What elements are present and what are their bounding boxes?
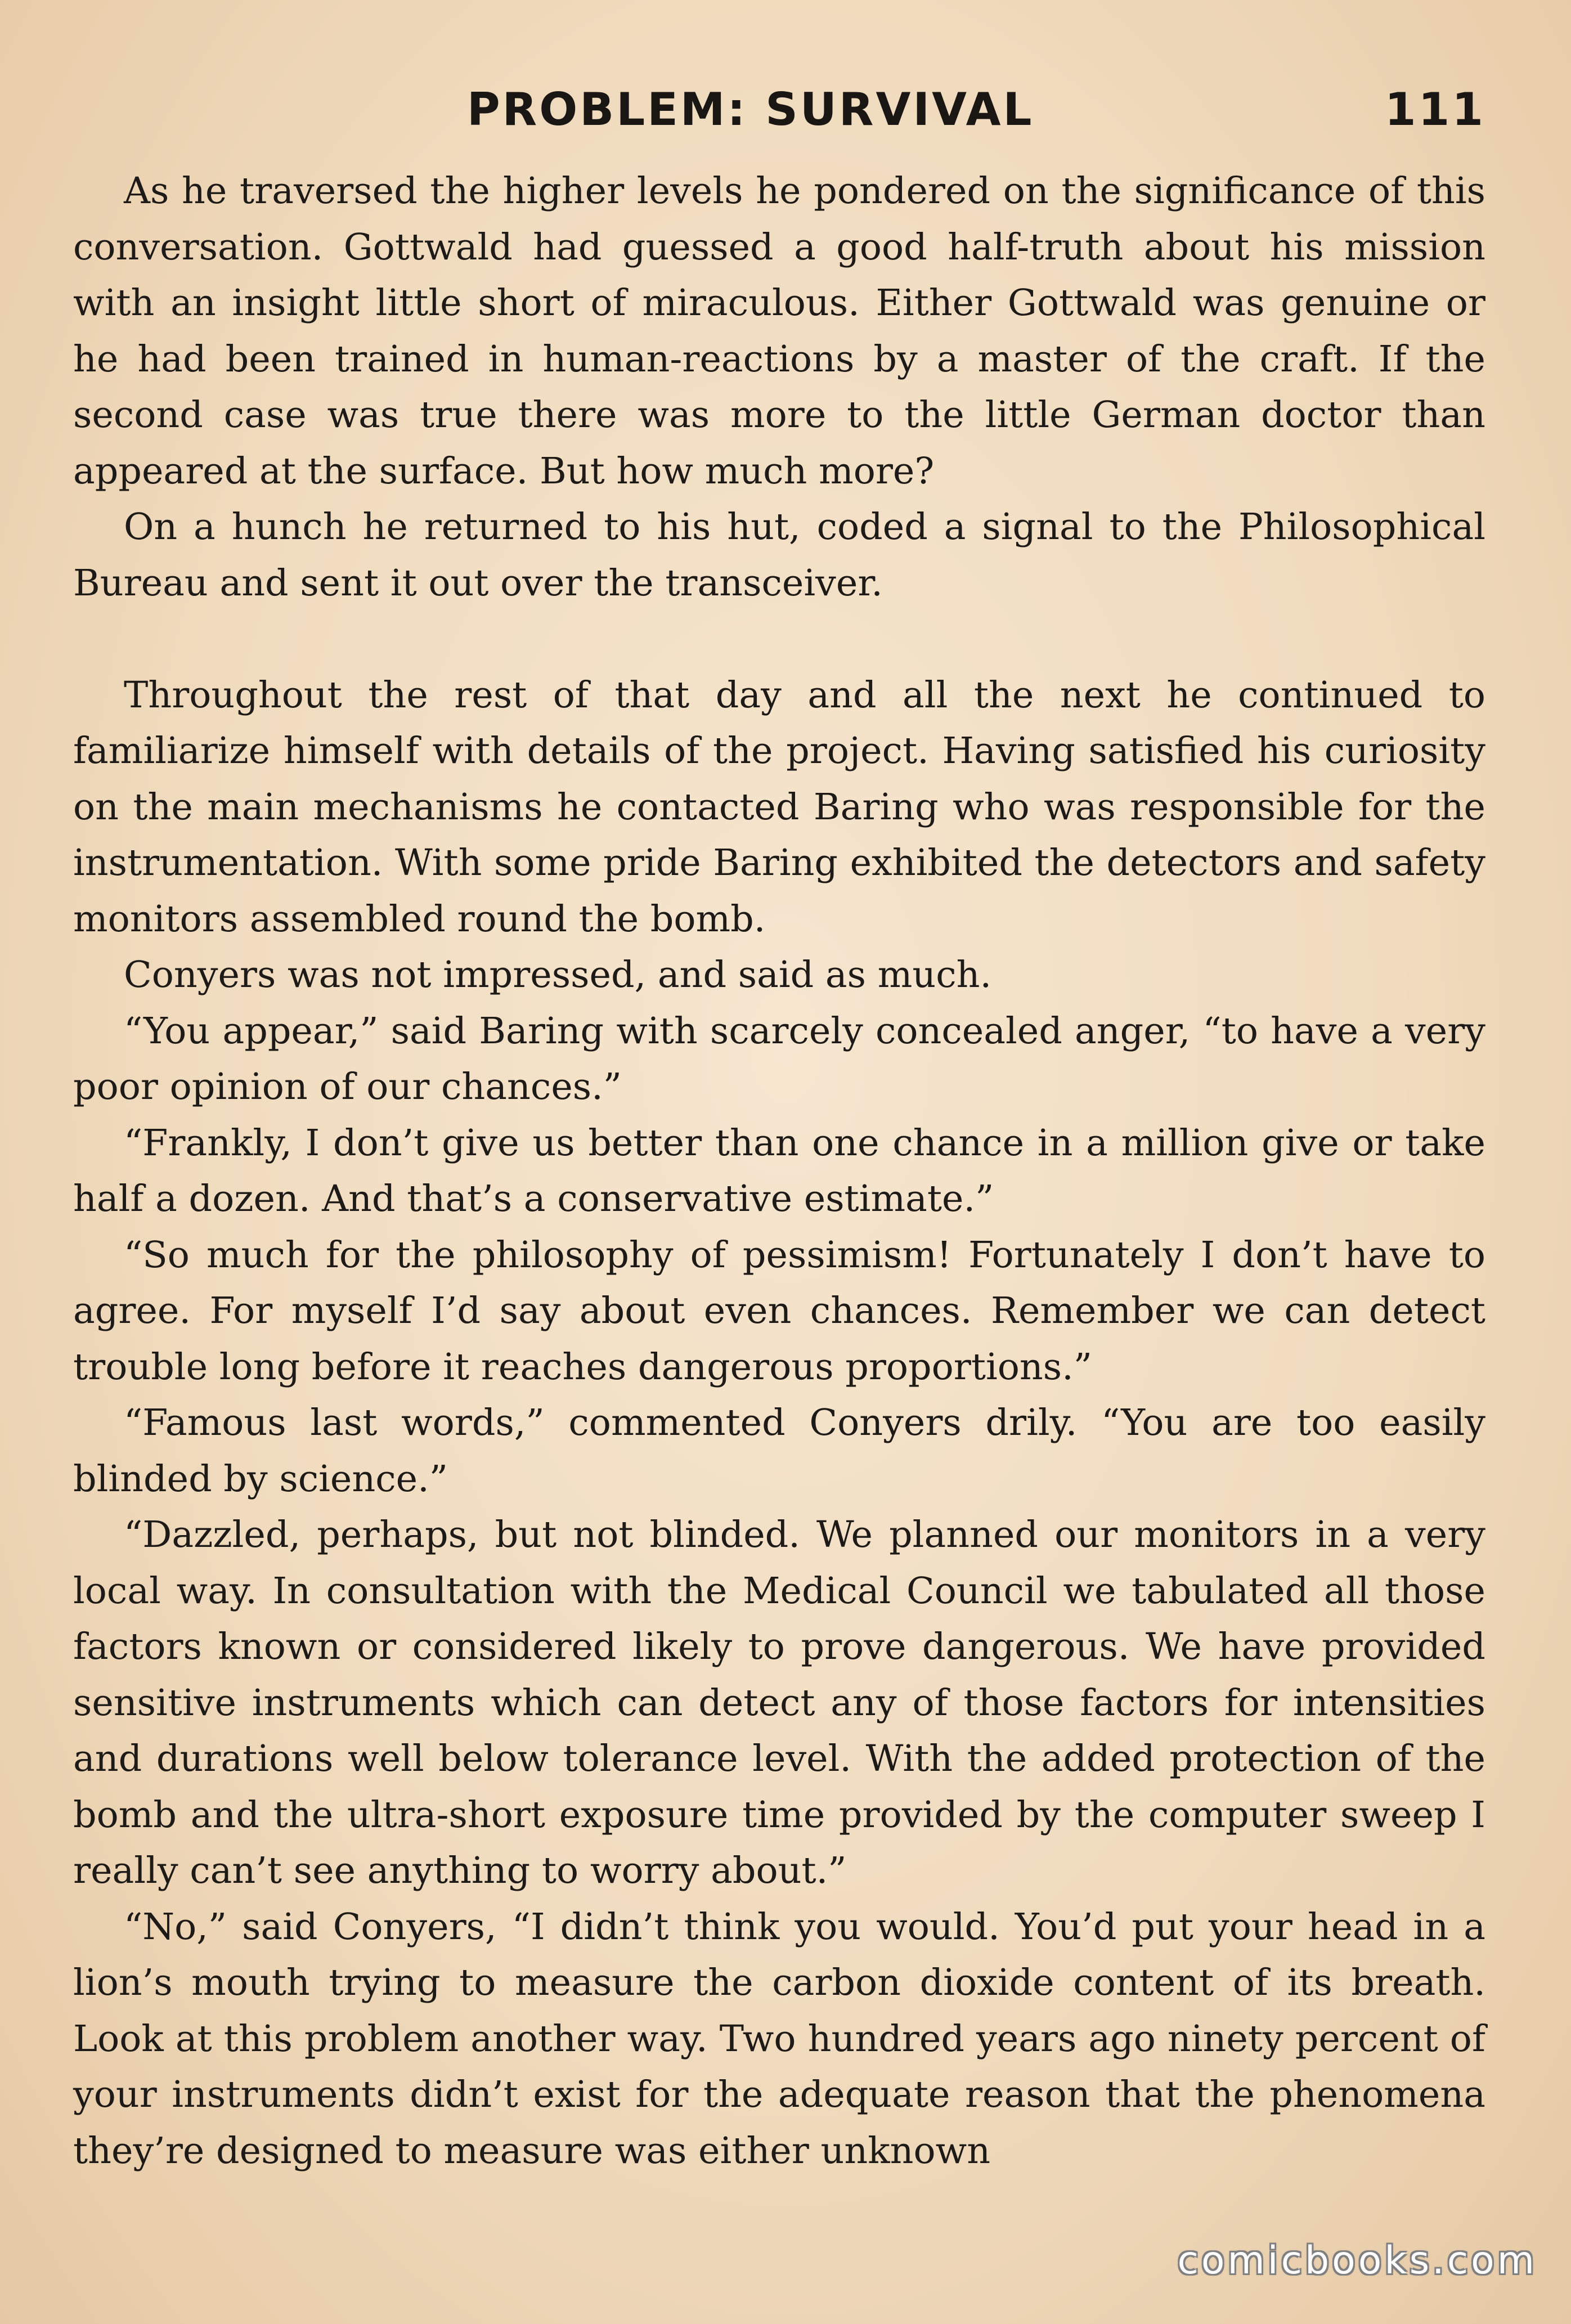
running-head: PROBLEM: SURVIVAL (467, 83, 1034, 136)
paragraph: “You appear,” said Baring with scarcely concealed anger, “to have a very poor opinion of our chances.” (73, 1010, 1485, 1108)
paragraph: “Dazzled, perhaps, but not blinded. We planned our monitors in a very local way. In consultation with the Medical Council we tabulated all those factors known or considered likely to prove dangerous. We have provided sensitive instruments which can detect any of those factors for intensities and durations well below tolerance level. With the added protection of the bomb and the ultra-short exposure time provided by the computer sweep I really can’t see anything to worry about.” (73, 1514, 1485, 1892)
paragraph: On a hunch he returned to his hut, coded a signal to the Philosophical Bureau and sent it out over the transceiver. (73, 506, 1485, 604)
paragraph: Conyers was not impressed, and said as much. (124, 954, 992, 996)
paragraph: As he traversed the higher levels he pondered on the significance of this conversation. Gottwald had guessed a good half-truth about his mission with an insight little short of miraculous. Either Gottwald was genuine or he had been trained in human-reactions by a master of the craft. If the second case was true there was more to the little German doctor than appeared at the surface. But how much more? (73, 170, 1485, 492)
page-header (73, 83, 1485, 145)
section-break (73, 611, 1485, 667)
paragraph: “No,” said Conyers, “I didn’t think you would. You’d put your head in a lion’s mouth trying to measure the carbon dioxide content of its breath. Look at this problem another way. Two hundred years ago ninety percent of your instruments didn’t exist for the adequate reason that the phenomena they’re designed to measure was either unknown (73, 1905, 1485, 2172)
paragraph: “Frankly, I don’t give us better than one chance in a million give or take half a dozen. And that’s a conservative estimate.” (73, 1121, 1485, 1220)
source-watermark: comicbooks.com (1177, 2238, 1537, 2283)
page-number: 111 (1385, 83, 1485, 136)
paragraph: “Famous last words,” commented Conyers drily. “You are too easily blinded by science.” (73, 1402, 1485, 1500)
paragraph: Throughout the rest of that day and all the next he continued to familiarize himself with details of the project. Having satisfied his curiosity on the main mechanisms he contacted Baring who was responsible for the instrumentation. With some pride Baring exhibited the detectors and safety monitors assembled round the bomb. (73, 674, 1485, 940)
body-text (73, 163, 1485, 2179)
paragraph: “So much for the philosophy of pessimism! Fortunately I don’t have to agree. For myself I’d say about even chances. Remember we can detect trouble long before it reaches dangerous proportions.” (73, 1233, 1485, 1388)
